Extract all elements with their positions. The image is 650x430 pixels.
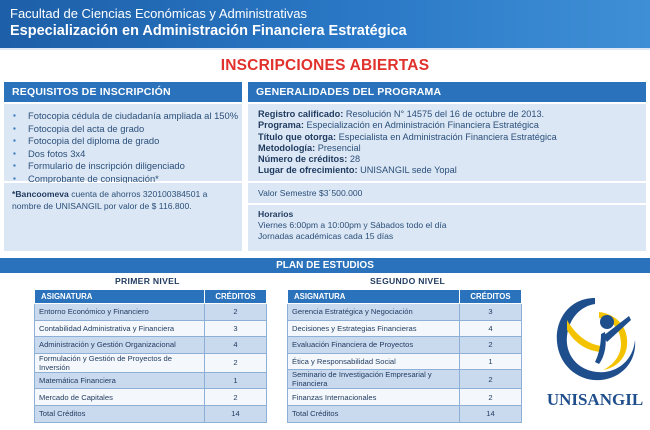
- generalidad-row: [258, 165, 646, 176]
- requisitos-header: REQUISITOS DE INSCRIPCIÓN: [4, 82, 242, 102]
- table-row: [288, 370, 522, 389]
- generalidad-row: [258, 109, 646, 120]
- table-row: [288, 353, 522, 370]
- table-row: [35, 304, 267, 321]
- horarios-block: [248, 205, 646, 248]
- table-row: [35, 353, 267, 372]
- col-asignatura: ASIGNATURA: [35, 290, 205, 304]
- bank-info: [4, 183, 242, 218]
- creditos-cell: 1: [460, 353, 522, 370]
- requisito-item: ▪ Fotocopia cédula de ciudadanía ampliada al 150%: [12, 110, 242, 123]
- generalidad-label: Título que otorga:: [258, 131, 337, 142]
- asignatura-cell: Total Créditos: [288, 405, 460, 422]
- creditos-cell: 2: [460, 337, 522, 354]
- plan-de-estudios-header: PLAN DE ESTUDIOS: [0, 258, 650, 273]
- asignatura-cell: Ética y Responsabilidad Social: [288, 353, 460, 370]
- col-creditos: CRÉDITOS: [460, 290, 522, 304]
- generalidad-label: Número de créditos:: [258, 154, 348, 165]
- asignatura-cell: Mercado de Capitales: [35, 389, 205, 406]
- table-row: [35, 405, 267, 422]
- segundo-nivel-body: [288, 304, 522, 423]
- requisitos-list: [4, 104, 242, 185]
- table-row: [35, 337, 267, 354]
- horarios-line-2: Jornadas académicas cada 15 días: [258, 231, 394, 241]
- table-row: [35, 389, 267, 406]
- asignatura-cell: Evaluación Financiera de Proyectos: [288, 337, 460, 354]
- generalidad-value: 28: [347, 154, 361, 165]
- asignatura-cell: Seminario de Investigación Empresarial y Financiera: [288, 370, 460, 389]
- table-row: [288, 304, 522, 321]
- primer-nivel-body: [35, 304, 267, 423]
- requisito-item: ▪ Comprobante de consignación*: [12, 173, 242, 186]
- table-row: [288, 405, 522, 422]
- asignatura-cell: Gerencia Estratégica y Negociación: [288, 304, 460, 321]
- col-asignatura: ASIGNATURA: [288, 290, 460, 304]
- horarios-line-1: Viernes 6:00pm a 10:00pm y Sábados todo el día: [258, 220, 447, 230]
- open-enrollment-banner: [0, 48, 650, 80]
- asignatura-cell: Decisiones y Estrategias Financieras: [288, 320, 460, 337]
- generalidades-header: GENERALIDADES DEL PROGRAMA: [248, 82, 646, 102]
- valor-semestre: Valor Semestre $3´500.000: [258, 188, 363, 198]
- valor-panel: [248, 183, 646, 203]
- col-creditos: CRÉDITOS: [205, 290, 267, 304]
- generalidad-row: [258, 154, 646, 165]
- requisito-item: ▪ Fotocopia del acta de grado: [12, 123, 242, 136]
- creditos-cell: 2: [205, 304, 267, 321]
- creditos-cell: 3: [205, 320, 267, 337]
- program-title: Especialización en Administración Financiera Estratégica: [10, 23, 407, 39]
- bank-panel: [4, 183, 242, 251]
- asignatura-cell: Finanzas Internacionales: [288, 389, 460, 406]
- creditos-cell: 4: [460, 320, 522, 337]
- generalidad-label: Programa:: [258, 120, 304, 131]
- table-row: [288, 320, 522, 337]
- horarios-title: Horarios: [258, 209, 294, 219]
- asignatura-cell: Total Créditos: [35, 405, 205, 422]
- primer-nivel-title: PRIMER NIVEL: [115, 276, 180, 286]
- segundo-nivel-title: SEGUNDO NIVEL: [370, 276, 446, 286]
- requisito-item: ▪ Fotocopia del diploma de grado: [12, 135, 242, 148]
- generalidad-value: Presencial: [315, 142, 361, 153]
- creditos-cell: 2: [460, 370, 522, 389]
- generalidad-value: Especialista en Administración Financiera Estratégica: [336, 131, 557, 142]
- generalidades-rows: [248, 104, 646, 177]
- creditos-cell: 2: [460, 389, 522, 406]
- generalidad-value: Resolución N° 14575 del 16 de octubre de 2013.: [343, 109, 545, 119]
- faculty-name: Facultad de Ciencias Económicas y Administrativas: [10, 6, 307, 21]
- generalidades-panel: [248, 104, 646, 181]
- requisitos-panel: [4, 104, 242, 184]
- asignatura-cell: Matemática Financiera: [35, 372, 205, 389]
- table-row: [35, 320, 267, 337]
- asignatura-cell: Formulación y Gestión de Proyectos de Inversión: [35, 353, 205, 372]
- asignatura-cell: Entorno Económico y Financiero: [35, 304, 205, 321]
- bank-name: *Bancoomeva: [12, 189, 69, 199]
- generalidad-row: [258, 143, 646, 154]
- asignatura-cell: Contabilidad Administrativa y Financiera: [35, 320, 205, 337]
- creditos-cell: 14: [460, 405, 522, 422]
- generalidad-label: Metodología:: [258, 142, 316, 153]
- banner-text: INSCRIPCIONES ABIERTAS: [220, 57, 430, 74]
- creditos-cell: 4: [205, 337, 267, 354]
- unisangil-logo: [545, 290, 645, 420]
- asignatura-cell: Administración y Gestión Organizacional: [35, 337, 205, 354]
- requisito-item: ▪ Dos fotos 3x4: [12, 148, 242, 161]
- generalidad-value: UNISANGIL sede Yopal: [357, 165, 457, 176]
- generalidad-value: Especialización en Administración Financiera Estratégica: [303, 120, 539, 131]
- creditos-cell: 1: [205, 372, 267, 389]
- primer-nivel-table: [34, 289, 267, 423]
- generalidad-row: [258, 132, 646, 143]
- generalidad-row: [258, 120, 646, 131]
- creditos-cell: 3: [460, 304, 522, 321]
- horarios-panel: [248, 205, 646, 251]
- logo-wordmark: UNISANGIL: [546, 390, 644, 409]
- creditos-cell: 2: [205, 389, 267, 406]
- generalidad-label: Registro calificado:: [258, 109, 344, 119]
- creditos-cell: 2: [205, 353, 267, 372]
- page-header: [0, 0, 650, 48]
- bank-details: cuenta de ahorros 320100384501 a nombre de UNISANGIL por valor de $ 116.800.: [12, 189, 208, 211]
- table-row: [288, 389, 522, 406]
- generalidad-label: Lugar de ofrecimiento:: [258, 165, 358, 176]
- unisangil-logo-icon: [545, 290, 645, 390]
- segundo-nivel-table: [287, 289, 522, 423]
- table-row: [288, 337, 522, 354]
- requisito-item: ▪ Formulario de inscripción diligenciado: [12, 160, 242, 173]
- table-row: [35, 372, 267, 389]
- creditos-cell: 14: [205, 405, 267, 422]
